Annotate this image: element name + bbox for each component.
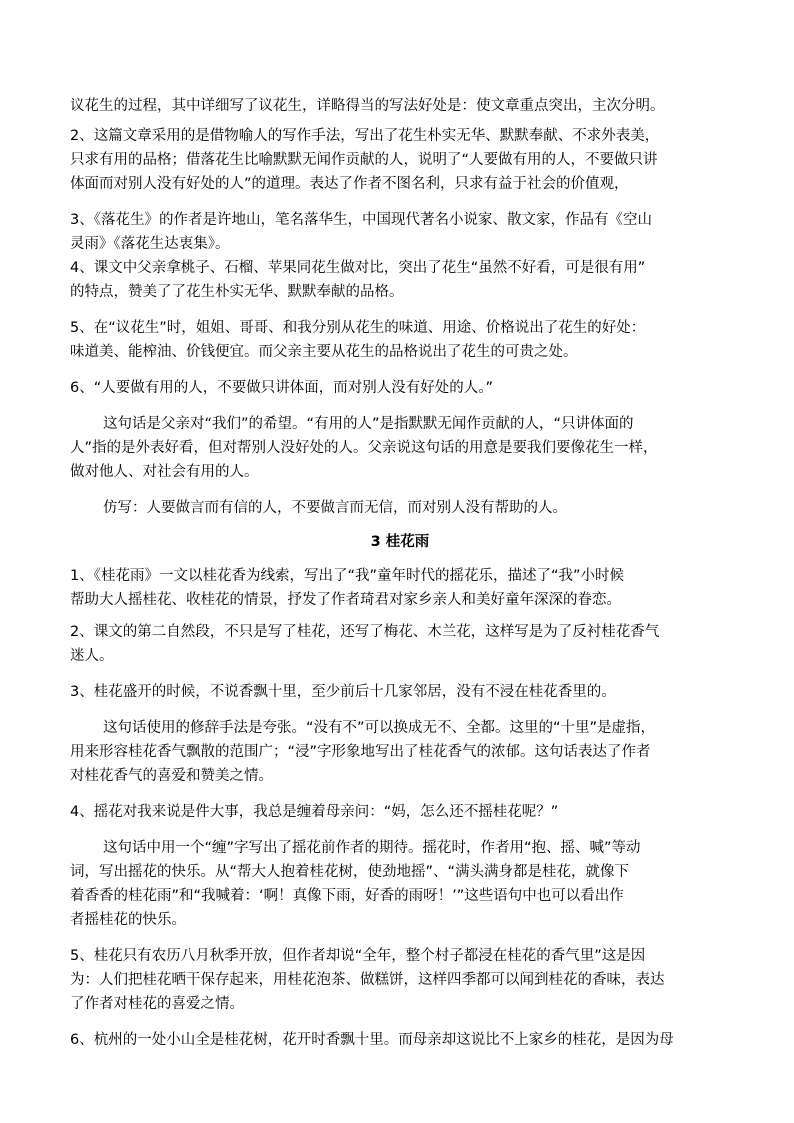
para-9 bbox=[70, 564, 730, 612]
text-line: 6、杭州的一处小山全是桂花树，花开时香飘十里。而母亲却这说比不上家乡的桂花，是因为母 bbox=[70, 1032, 674, 1048]
para-7 bbox=[70, 412, 730, 484]
text-line: 做对他人、对社会有用的人。 bbox=[70, 464, 259, 480]
text-line: 帮助大人摇桂花、收桂花的情景，抒发了作者琦君对家乡亲人和美好童年深深的眷恋。 bbox=[70, 592, 621, 608]
para-4 bbox=[70, 256, 730, 304]
text-line: 4、摇花对我来说是件大事，我总是缠着母亲问：“妈，怎么还不摇桂花呢？” bbox=[70, 804, 559, 820]
text-line: 这句话使用的修辞手法是夸张。“没有不”可以换成无不、全都。这里的“十里”是虚指， bbox=[103, 720, 656, 736]
para-10 bbox=[70, 620, 730, 668]
para-6 bbox=[70, 376, 730, 400]
text-line: 这句话是父亲对“我们”的希望。“有用的人”是指默默无闻作贡献的人，“只讲体面的 bbox=[103, 416, 634, 432]
text-line: 的特点，赞美了了花生朴实无华、默默奉献的品格。 bbox=[70, 284, 404, 300]
para-8 bbox=[70, 496, 730, 520]
para-12 bbox=[70, 716, 730, 788]
text-line: 体面而对别人没有好处的人”的道理。表达了作者不图名利，只求有益于社会的价值观， bbox=[70, 176, 629, 192]
text-line: 只求有用的品格；借落花生比喻默默无闻作贡献的人，说明了“人要做有用的人，不要做只讲 bbox=[70, 152, 658, 168]
para-3 bbox=[70, 208, 730, 256]
text-line: 3、桂花盛开的时候，不说香飘十里，至少前后十几家邻居，没有不浸在桂花香里的。 bbox=[70, 684, 616, 700]
text-line: 2、这篇文章采用的是借物喻人的写作手法，写出了花生朴实无华、默默奉献、不求外表美， bbox=[70, 128, 660, 144]
document-page bbox=[70, 94, 730, 1052]
para-2 bbox=[70, 124, 730, 196]
text-line: 迷人。 bbox=[70, 648, 114, 664]
text-line: 5、在“议花生”时，姐姐、哥哥、和我分别从花生的味道、用途、价格说出了花生的好处： bbox=[70, 320, 646, 336]
text-line: 这句话中用一个“缠”字写出了摇花前作者的期待。摇花时，作者用“抱、摇、喊”等动 bbox=[103, 840, 641, 856]
text-line: 议花生的过程，其中详细写了议花生，详略得当的写法好处是：使文章重点突出，主次分明。 bbox=[70, 98, 665, 114]
text-line: 2、课文的第二自然段，不只是写了桂花，还写了梅花、木兰花，这样写是为了反衬桂花香气 bbox=[70, 624, 660, 640]
text-line: 为：人们把桂花晒干保存起来，用桂花泡茶、做糕饼，这样四季都可以闻到桂花的香味，表达 bbox=[70, 972, 665, 988]
para-14 bbox=[70, 836, 730, 932]
text-line: 灵雨》《落花生达衷集》。 bbox=[70, 236, 230, 252]
text-line: 6、“人要做有用的人，不要做只讲体面，而对别人没有好处的人。” bbox=[70, 380, 493, 396]
para-15 bbox=[70, 944, 730, 1016]
text-line: 对桂花香气的喜爱和赞美之情。 bbox=[70, 768, 273, 784]
text-line: 3、《落花生》的作者是许地山，笔名落华生，中国现代著名小说家、散文家，作品有《空山 bbox=[70, 212, 652, 228]
text-line: 4、课文中父亲拿桃子、石榴、苹果同花生做对比，突出了花生“虽然不好看，可是很有用” bbox=[70, 260, 646, 276]
para-1 bbox=[70, 94, 730, 118]
text-line: 着香香的桂花雨”和“我喊着：‘啊！真像下雨，好香的雨呀！’”这些语句中也可以看出作 bbox=[70, 888, 624, 904]
text-line: 了作者对桂花的喜爱之情。 bbox=[70, 996, 244, 1012]
text-line: 仿写：人要做言而有信的人，不要做言而无信，而对别人没有帮助的人。 bbox=[103, 500, 567, 516]
para-13 bbox=[70, 800, 730, 824]
text-line: 人”指的是外表好看，但对帮别人没好处的人。父亲说这句话的用意是要我们要像花生一样， bbox=[70, 440, 658, 456]
text-line: 者摇桂花的快乐。 bbox=[70, 912, 186, 928]
para-16 bbox=[70, 1028, 730, 1052]
text-line: 用来形容桂花香气飘散的范围广；“浸”字形象地写出了桂花香气的浓郁。这句话表达了作者 bbox=[70, 744, 651, 760]
section-heading: 3 桂花雨 bbox=[370, 534, 430, 550]
text-line: 5、桂花只有农历八月秋季开放，但作者却说“全年，整个村子都浸在桂花的香气里”这是因 bbox=[70, 948, 646, 964]
text-line: 1、《桂花雨》一文以桂花香为线索，写出了“我”童年时代的摇花乐，描述了“我”小时候 bbox=[70, 568, 625, 584]
text-line: 味道美、能榨油、价钱便宜。而父亲主要从花生的品格说出了花生的可贵之处。 bbox=[70, 344, 578, 360]
section-title bbox=[70, 530, 730, 554]
para-11 bbox=[70, 680, 730, 704]
para-5 bbox=[70, 316, 730, 364]
text-line: 词，写出摇花的快乐。从“帮大人抱着桂花树，使劲地摇”、“满头满身都是桂花，就像下 bbox=[70, 864, 630, 880]
